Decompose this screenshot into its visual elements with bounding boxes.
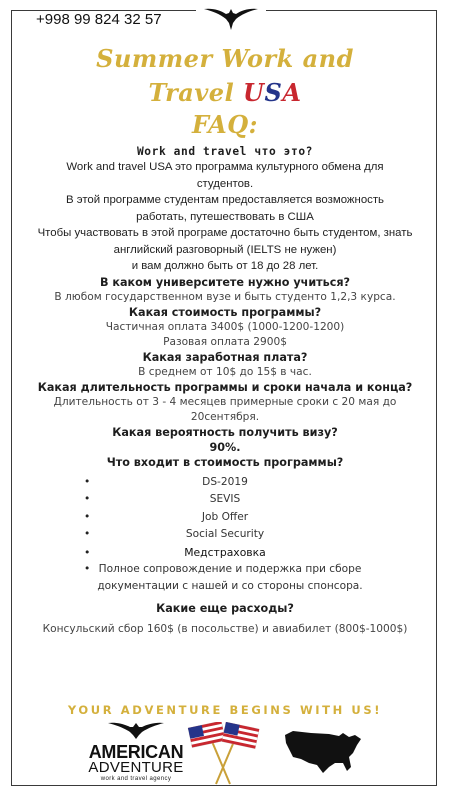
logo-tagline: work and travel agency	[100, 776, 172, 782]
answer-8: Консульский сбор 160$ (в посольстве) и авиабилет (800$-1000$)	[42, 623, 408, 635]
answer-2: В любом государственном вузе и быть студенто 1,2,3 курса.	[54, 290, 396, 303]
list-item: • Полное сопровождение и подержка при сборе документации с нашей и со стороны спонсора.	[24, 561, 426, 595]
question-7: Что входит в стоимость программы?	[106, 455, 344, 469]
logo-name: AMERICAN	[88, 742, 184, 762]
list-item: • Медстраховка	[24, 544, 426, 562]
answer-1-line-1: Work and travel USA это программа культурного обмена для	[66, 161, 384, 173]
answer-1-line-7: и вам должно быть от 18 до 28 лет.	[131, 260, 319, 272]
answer-5-line-1: Длительность от 3 - 4 месяцев примерные сроки с 20 мая до	[53, 395, 397, 408]
eagle-icon	[196, 5, 266, 35]
slogan: YOUR ADVENTURE BEGINS WITH US!	[67, 703, 383, 717]
headline-line-1: Summer Work and	[96, 44, 354, 73]
question-2: В каком университете нужно учиться?	[99, 275, 351, 289]
answer-1-line-5: Чтобы участвовать в этой програме достаточно быть студентом, знать	[37, 227, 413, 239]
included-list	[24, 474, 426, 596]
question-6: Какая вероятность получить визу?	[112, 425, 338, 439]
answer-1-line-4: работать, путешествовать в США	[136, 210, 314, 223]
list-item: • Social Security	[24, 526, 426, 544]
answer-1-line-3: В этой программе студентам предоставляется возможность	[66, 194, 384, 206]
headline-travel: Travel	[148, 78, 235, 107]
answer-3-partial: Частичная оплата 3400$ (1000-1200-1200)	[105, 320, 345, 333]
headline-usa-u: U	[243, 78, 265, 107]
eagle-icon	[106, 720, 166, 740]
list-item: • Job Offer	[24, 509, 426, 527]
question-4: Какая заработная плата?	[142, 350, 308, 364]
us-map-icon	[283, 727, 363, 781]
headline-line-2	[0, 78, 450, 107]
us-flag-icon	[178, 722, 268, 790]
question-3: Какая стоимость программы?	[128, 305, 322, 319]
answer-4: В среднем от 10$ до 15$ в час.	[138, 365, 312, 378]
headline-usa-a: A	[282, 78, 302, 107]
phone-number[interactable]: +998 99 824 32 57	[32, 11, 166, 28]
answer-1-line-2: студентов.	[196, 177, 254, 190]
question-5: Какая длительность программы и сроки начала и конца?	[37, 380, 413, 394]
list-item: • DS-2019	[24, 474, 426, 492]
list-item: • SEVIS	[24, 491, 426, 509]
headline-faq: FAQ:	[191, 110, 259, 139]
logo-subname: ADVENTURE	[88, 759, 184, 776]
question-8: Какие еще расходы?	[156, 602, 294, 615]
answer-1-line-6: английский разговорный (IELTS не нужен)	[113, 243, 337, 256]
answer-6: 90%.	[209, 440, 241, 454]
answer-5-line-2: 20сентября.	[190, 410, 260, 423]
faq-content	[24, 144, 426, 637]
answer-3-single: Разовая оплата 2900$	[163, 335, 287, 348]
headline-usa-s: S	[264, 78, 283, 107]
question-1: Work and travel что это?	[136, 145, 314, 158]
